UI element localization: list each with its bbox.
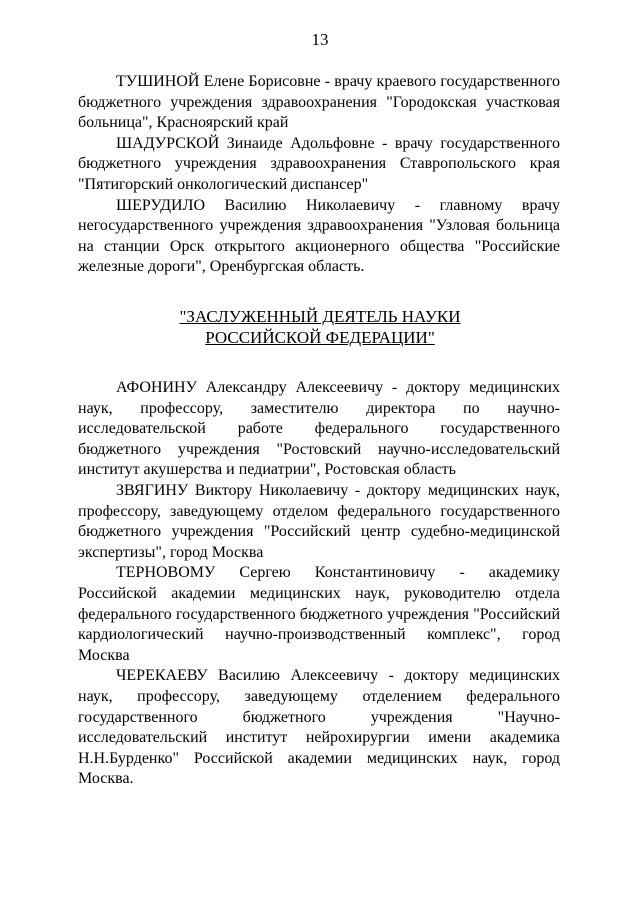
top-entries-section	[78, 72, 560, 278]
award-entry-ternovoy: ТЕРНОВОМУ Сергею Константиновичу - академику Российской академии медицинских наук, руководителю отдела федерального государственного бюджетного учреждения "Российский кардиологический научно-производственный комплекс", город Москва	[78, 564, 560, 664]
award-title-line-2: РОССИЙСКОЙ ФЕДЕРАЦИИ"	[205, 328, 435, 347]
page-number: 13	[311, 30, 329, 49]
award-entry-tushina: ТУШИНОЙ Елене Борисовне - врачу краевого государственного бюджетного учреждения здравоохранения "Городокская участковая больница", Красноярский край	[78, 73, 560, 132]
award-entries-section	[78, 378, 560, 790]
award-entry-afonin: АФОНИНУ Александру Алексеевичу - доктору медицинских наук, профессору, заместителю директора по научно-исследовательской работе федерального государственного бюджетного учреждения "Ростовский научно-исследовательский институт акушерства и педиатрии", Ростовская область	[78, 379, 560, 479]
award-entry-zvyagin: ЗВЯГИНУ Виктору Николаевичу - доктору медицинских наук, профессору, заведующему отделом федерального государственного бюджетного учреждения "Российский центр судебно-медицинской экспертизы", город Москва	[78, 481, 560, 561]
award-entry-cherekaev: ЧЕРЕКАЕВУ Василию Алексеевичу - доктору медицинских наук, профессору, заведующему отделением федерального государственного бюджетного учреждения "Научно-исследовательский институт нейрохирургии имени академика Н.Н.Бурденко" Российской академии медицинских наук, город Москва.	[78, 667, 560, 788]
award-entry-shadurskaya: ШАДУРСКОЙ Зинаиде Адольфовне - врачу государственного бюджетного учреждения здравоохранения Ставропольского края "Пятигорский онкологический диспансер"	[78, 134, 560, 193]
award-title-line-1: "ЗАСЛУЖЕННЫЙ ДЕЯТЕЛЬ НАУКИ	[179, 307, 461, 326]
award-entry-sherudilo: ШЕРУДИЛО Василию Николаевичу - главному врачу негосударственного учреждения здравоохранения "Узловая больница на станции Орск открытого акционерного общества "Российские железные дороги", Оренбургская область.	[78, 196, 560, 276]
award-title	[0, 306, 640, 348]
